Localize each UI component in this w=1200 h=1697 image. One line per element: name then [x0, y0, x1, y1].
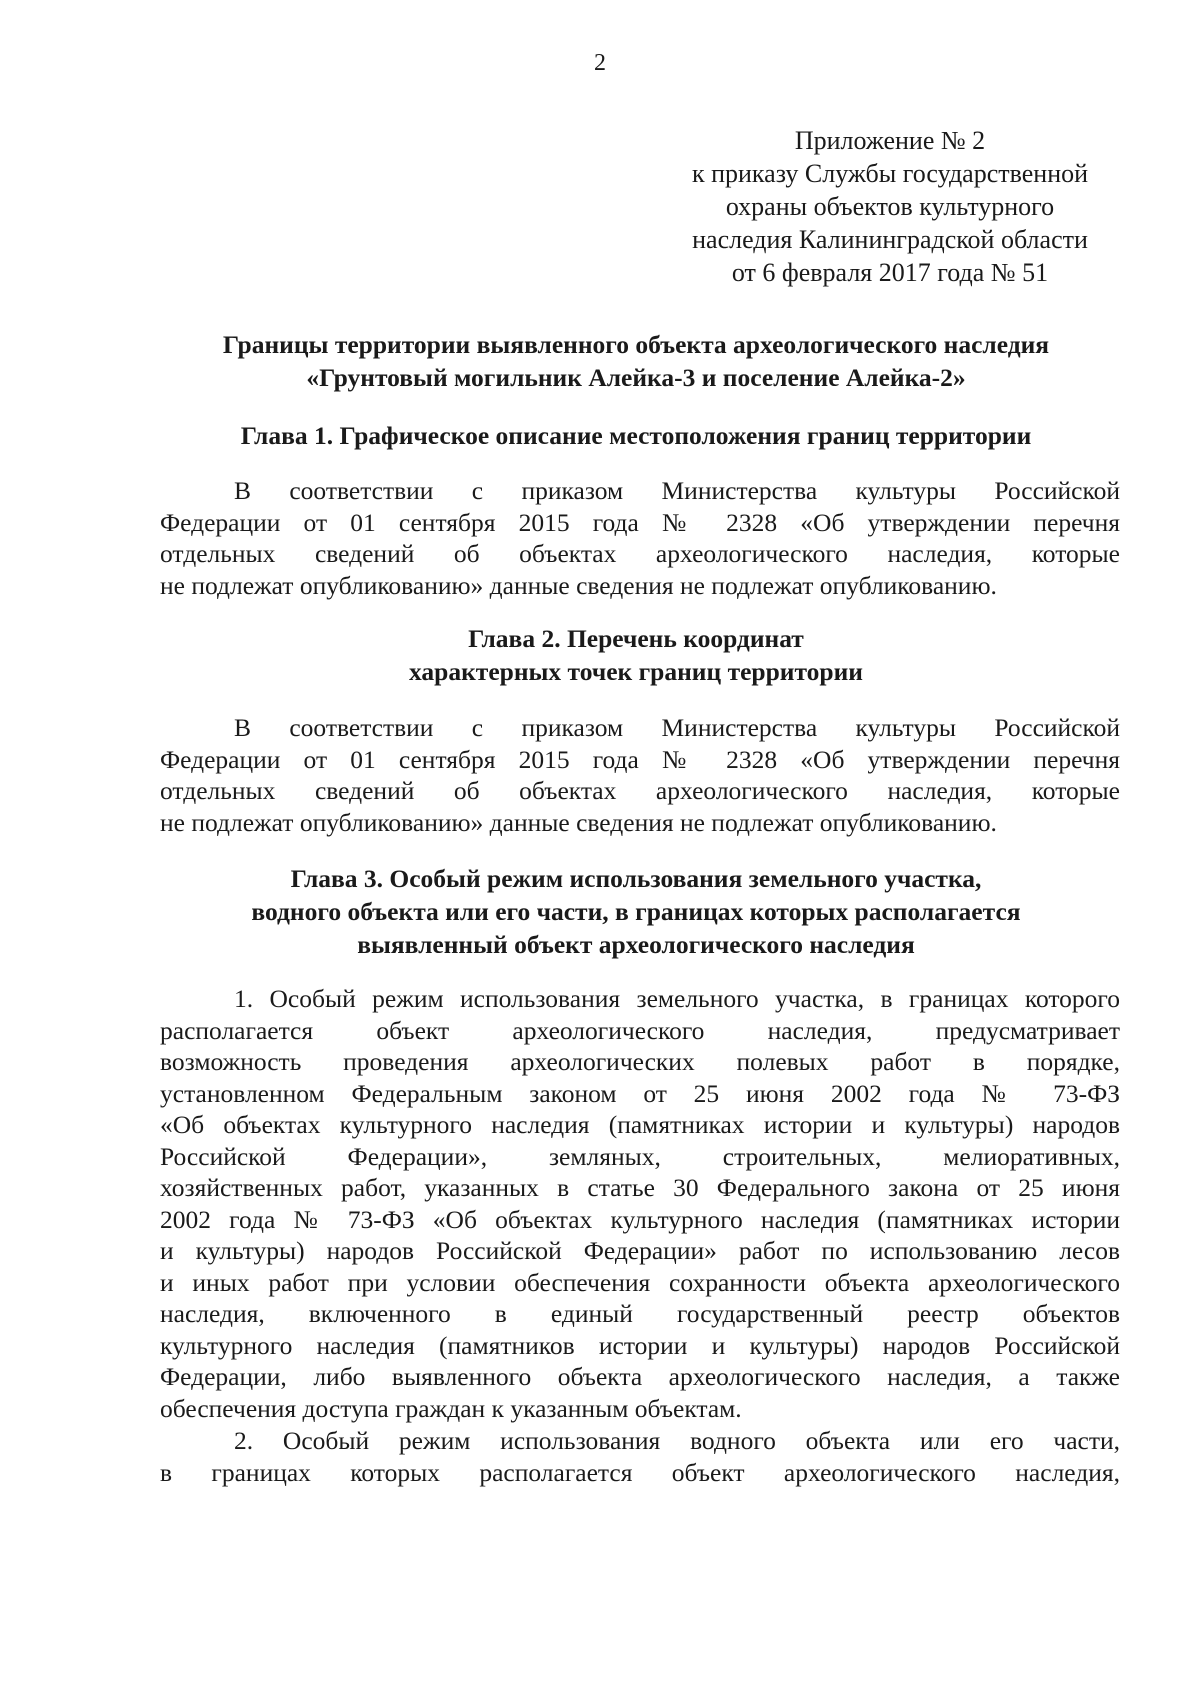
paragraph-line: и культуры) народов Российской Федерации» работ по использованию лесов	[160, 1236, 1120, 1265]
paragraph-line: 2002 года № 73-ФЗ «Об объектах культурного наследия (памятниках истории	[160, 1204, 1120, 1234]
paragraph-line: 1. Особый режим использования земельного участка, в границах которого	[234, 984, 1120, 1013]
chapter1-heading	[150, 419, 1122, 452]
paragraph-line: Федерации от 01 сентября 2015 года № 2328 «Об утверждении перечня	[160, 744, 1120, 774]
paragraph-line: в границах которых располагается объект археологического наследия,	[160, 1457, 1120, 1487]
chapter3-heading-line: выявленный объект археологического наследия	[357, 930, 915, 959]
paragraph-line: Федерации от 01 сентября 2015 года № 2328 «Об утверждении перечня	[160, 507, 1120, 537]
paragraph-line: не подлежат опубликованию» данные сведения не подлежат опубликованию.	[160, 807, 997, 837]
paragraph-line: возможность проведения археологических полевых работ в порядке,	[160, 1047, 1120, 1076]
chapter2-paragraph	[160, 712, 1120, 838]
paragraph-line: хозяйственных работ, указанных в статье 30 Федерального закона от 25 июня	[160, 1173, 1120, 1202]
appendix-line: к приказу Службы государственной	[691, 159, 1089, 188]
page-number: 2	[594, 50, 606, 76]
appendix-line: Приложение № 2	[794, 126, 986, 155]
chapter3-heading	[150, 862, 1122, 961]
paragraph-line: 2. Особый режим использования водного объекта или его части,	[234, 1426, 1120, 1455]
chapter1-heading-text: Глава 1. Графическое описание местоположения границ территории	[240, 421, 1032, 450]
paragraph-line: культурного наследия (памятников истории и культуры) народов Российской	[160, 1330, 1120, 1360]
paragraph-line: отдельных сведений об объектах археологического наследия, которые	[160, 539, 1120, 568]
document-title	[150, 328, 1122, 394]
paragraph-line: и иных работ при условии обеспечения сохранности объекта археологического	[160, 1267, 1120, 1297]
chapter1-paragraph	[160, 475, 1120, 601]
paragraph-line: В соответствии с приказом Министерства культуры Российской	[234, 476, 1120, 505]
appendix-line: наследия Калининградской области	[692, 225, 1088, 254]
appendix-header	[660, 124, 1120, 289]
chapter2-heading	[150, 622, 1122, 688]
paragraph-line: установленном Федеральным законом от 25 июня 2002 года № 73-ФЗ	[160, 1078, 1120, 1108]
paragraph-line: обеспечения доступа граждан к указанным объектам.	[160, 1393, 742, 1423]
chapter2-heading-line: Глава 2. Перечень координат	[468, 624, 804, 653]
appendix-line: охраны объектов культурного	[725, 192, 1055, 221]
chapter3-item2	[160, 1425, 1120, 1488]
paragraph-line: отдельных сведений об объектах археологического наследия, которые	[160, 776, 1120, 805]
title-line: «Грунтовый могильник Алейка-3 и поселение Алейка-2»	[306, 363, 966, 392]
paragraph-line: Российской Федерации», земляных, строительных, мелиоративных,	[160, 1141, 1120, 1171]
paragraph-line: не подлежат опубликованию» данные сведения не подлежат опубликованию.	[160, 570, 997, 600]
appendix-line: от 6 февраля 2017 года № 51	[731, 258, 1049, 287]
paragraph-line: Федерации, либо выявленного объекта археологического наследия, а также	[160, 1362, 1120, 1391]
paragraph-line: располагается объект археологического наследия, предусматривает	[160, 1015, 1120, 1045]
title-line: Границы территории выявленного объекта археологического наследия	[222, 330, 1050, 359]
paragraph-line: В соответствии с приказом Министерства культуры Российской	[234, 713, 1120, 742]
chapter3-heading-line: водного объекта или его части, в границах которых располагается	[251, 897, 1021, 926]
paragraph-line: «Об объектах культурного наследия (памятниках истории и культуры) народов	[160, 1110, 1120, 1139]
chapter3-item1	[160, 983, 1120, 1424]
paragraph-line: наследия, включенного в единый государственный реестр объектов	[160, 1299, 1120, 1328]
chapter2-heading-line: характерных точек границ территории	[409, 657, 863, 686]
chapter3-heading-line: Глава 3. Особый режим использования земельного участка,	[290, 864, 982, 893]
